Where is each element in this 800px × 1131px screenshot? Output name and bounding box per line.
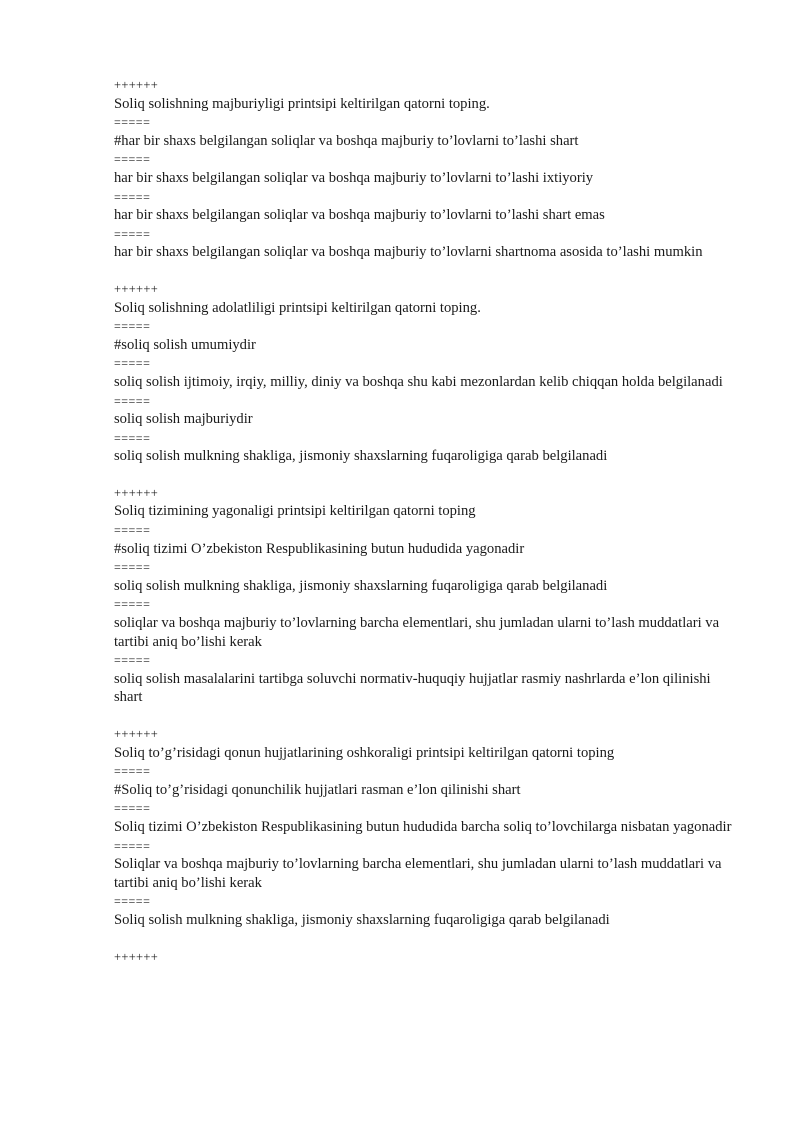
answer-separator: ===== bbox=[114, 894, 151, 909]
answer-option: #soliq tizimi O’zbekiston Respublikasining butun hududida yagonadir bbox=[114, 540, 525, 557]
answer-option: #har bir shaxs belgilangan soliqlar va boshqa majburiy to’lovlarni to’lashi shart bbox=[114, 132, 579, 149]
question-text: Soliq to’g’risidagi qonun hujjatlarining oshkoraligi printsipi keltirilgan qatorni toping bbox=[114, 744, 615, 761]
answer-separator: ===== bbox=[114, 319, 151, 334]
answer-separator: ===== bbox=[114, 189, 151, 204]
question-block bbox=[114, 725, 734, 930]
answer-option: #Soliq to’g’risidagi qonunchilik hujjatlari rasman e’lon qilinishi shart bbox=[114, 781, 521, 798]
answer-separator: ===== bbox=[114, 152, 151, 167]
answer-option: soliqlar va boshqa majburiy to’lovlarning barcha elementlari, shu jumladan ularni to’lash muddatlari va tartibi aniq bo’lishi kerak bbox=[114, 615, 720, 650]
question-marker: ++++++ bbox=[114, 727, 159, 741]
answer-separator: ===== bbox=[114, 801, 151, 816]
answer-separator: ===== bbox=[114, 597, 151, 612]
trailing-block bbox=[114, 948, 734, 967]
question-marker: ++++++ bbox=[114, 485, 159, 500]
answer-option: har bir shaxs belgilangan soliqlar va boshqa majburiy to’lovlarni to’lashi shart emas bbox=[114, 207, 605, 224]
question-block bbox=[114, 484, 734, 707]
answer-option: har bir shaxs belgilangan soliqlar va boshqa majburiy to’lovlarni to’lashi ixtiyoriy bbox=[114, 169, 594, 186]
answer-separator: ===== bbox=[114, 393, 151, 408]
question-block bbox=[114, 76, 734, 262]
document-page bbox=[114, 76, 734, 966]
answer-option: Soliqlar va boshqa majburiy to’lovlarning barcha elementlari, shu jumladan ularni to’lash muddatlari va tartibi aniq bo’lishi kerak bbox=[114, 856, 722, 891]
question-text: Soliq solishning adolatliligi printsipi keltirilgan qatorni toping. bbox=[114, 299, 481, 316]
answer-option: soliq solish ijtimoiy, irqiy, milliy, diniy va boshqa shu kabi mezonlardan kelib chiqqan holda belgilanadi bbox=[114, 373, 723, 390]
answer-separator: ===== bbox=[114, 560, 151, 575]
answer-option: Soliq tizimi O’zbekiston Respublikasining butun hududida barcha soliq to’lovchilarga nisbatan yagonadir bbox=[114, 818, 732, 835]
answer-separator: ===== bbox=[114, 430, 151, 445]
answer-option: soliq solish majburiydir bbox=[114, 411, 253, 428]
question-marker: ++++++ bbox=[114, 949, 159, 964]
answer-option: soliq solish mulkning shakliga, jismoniy shaxslarning fuqaroligiga qarab belgilanadi bbox=[114, 448, 608, 465]
answer-separator: ===== bbox=[114, 356, 151, 371]
answer-separator: ===== bbox=[114, 838, 151, 853]
answer-option: soliq solish masalalarini tartibga soluvchi normativ-huquqiy hujjatlar rasmiy nashrlarda e’lon qilinishi shart bbox=[114, 670, 711, 706]
answer-option: har bir shaxs belgilangan soliqlar va boshqa majburiy to’lovlarni shartnoma asosida to’lashi mumkin bbox=[114, 244, 703, 261]
question-text: Soliq tizimining yagonaligi printsipi keltirilgan qatorni toping bbox=[114, 503, 476, 520]
answer-option: Soliq solish mulkning shakliga, jismoniy shaxslarning fuqaroligiga qarab belgilanadi bbox=[114, 911, 610, 928]
answer-separator: ===== bbox=[114, 115, 151, 130]
question-text: Soliq solishning majburiyligi printsipi keltirilgan qatorni toping. bbox=[114, 95, 490, 112]
question-marker: ++++++ bbox=[114, 281, 159, 296]
question-block bbox=[114, 280, 734, 466]
answer-separator: ===== bbox=[114, 226, 151, 241]
answer-separator: ===== bbox=[114, 764, 151, 779]
question-marker: ++++++ bbox=[114, 78, 159, 92]
answer-option: #soliq solish umumiydir bbox=[114, 336, 256, 353]
answer-separator: ===== bbox=[114, 653, 151, 668]
answer-separator: ===== bbox=[114, 523, 151, 538]
answer-option: soliq solish mulkning shakliga, jismoniy shaxslarning fuqaroligiga qarab belgilanadi bbox=[114, 577, 608, 594]
